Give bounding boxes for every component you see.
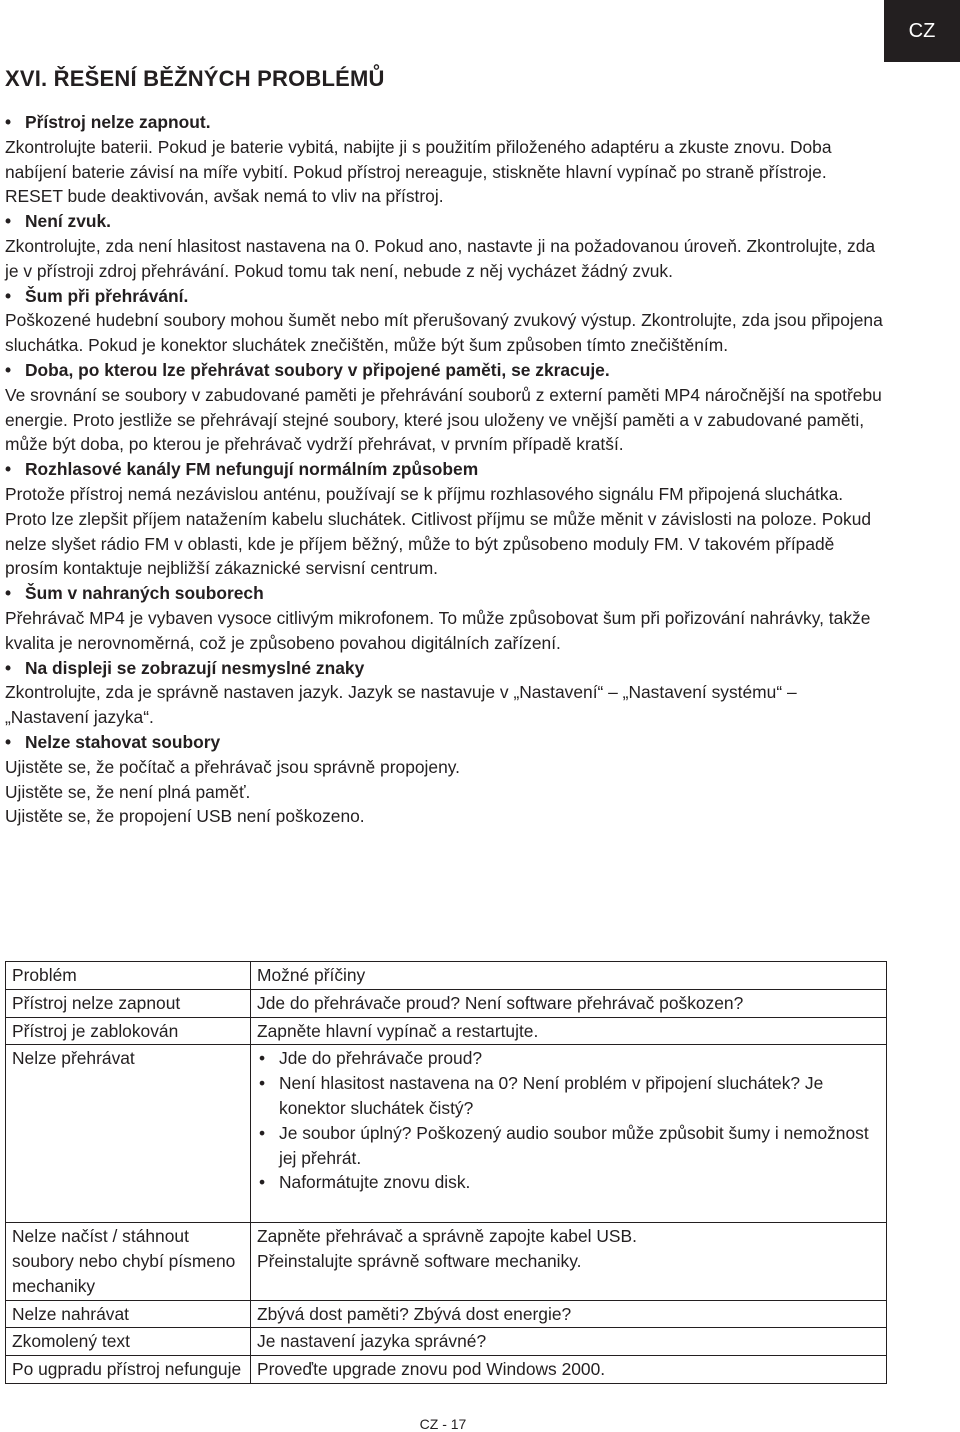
section-heading: • Přístroj nelze zapnout. bbox=[5, 110, 885, 135]
section-body: Zkontrolujte, zda není hlasitost nastavena na 0. Pokud ano, nastavte ji na požadovanou úroveň. Zkontrolujte, zda je v přístroji zdroj přehrávání. Pokud tomu tak není, nebude z něj vycházet žádný zvuk. bbox=[5, 235, 876, 281]
troubleshooting-text bbox=[5, 110, 885, 829]
bullet-icon: • bbox=[5, 459, 12, 480]
header-cell-causes: Možné příčiny bbox=[251, 962, 887, 990]
causes-cell: Je nastavení jazyka správné? bbox=[251, 1328, 887, 1356]
page-title: XVI. ŘEŠENÍ BĚŽNÝCH PROBLÉMŮ bbox=[5, 66, 385, 91]
bullet-icon: • bbox=[5, 359, 12, 380]
list-item: • Jde do přehrávače proud? bbox=[257, 1046, 880, 1071]
bullet-icon: • bbox=[5, 211, 12, 232]
table-row bbox=[6, 1045, 887, 1223]
problem-cell: Nelze načíst / stáhnout soubory nebo chybí písmeno mechaniky bbox=[6, 1223, 251, 1300]
section-heading: • Šum v nahraných souborech bbox=[5, 581, 885, 606]
problem-cell: Nelze nahrávat bbox=[6, 1300, 251, 1328]
bullet-icon: • bbox=[5, 583, 12, 604]
list-item: • Je soubor úplný? Poškozený audio soubor může způsobit šumy i nemožnost jej přehrát. bbox=[257, 1121, 880, 1171]
section-body: Přehrávač MP4 je vybaven vysoce citlivým mikrofonem. To může způsobovat šum při pořizování nahrávky, takže kvalita je nerovnoměrná, což je způsobeno povahou digitálních zařízení. bbox=[5, 607, 871, 653]
bullet-icon: • bbox=[5, 731, 12, 752]
section-body: Zkontrolujte baterii. Pokud je baterie vybitá, nabijte ji s použitím přiloženého adaptéru a zkuste znovu. Doba nabíjení baterie závisí na míře vybití. Pokud přístroj nereaguje, stiskněte hlavní vypínač po straně přístroje. RESET bude deaktivován, avšak nemá to vliv na přístroj. bbox=[5, 136, 832, 207]
problem-cell: Nelze přehrávat bbox=[6, 1045, 251, 1223]
table-row bbox=[6, 1223, 887, 1300]
page-number: CZ - 17 bbox=[419, 1416, 467, 1432]
section-line: Ujistěte se, že počítač a přehrávač jsou správně propojeny. bbox=[5, 756, 460, 777]
section-heading: • Rozhlasové kanály FM nefungují normálním způsobem bbox=[5, 457, 885, 482]
table-header-row bbox=[6, 962, 887, 990]
header-cell-problem: Problém bbox=[6, 962, 251, 990]
causes-line: Přeinstalujte správně software mechaniky. bbox=[257, 1250, 582, 1271]
bullet-icon: • bbox=[5, 285, 12, 306]
causes-cell: Proveďte upgrade znovu pod Windows 2000. bbox=[251, 1356, 887, 1384]
causes-cell bbox=[251, 1045, 887, 1223]
troubleshooting-table-wrap bbox=[5, 961, 887, 1384]
section-line: Ujistěte se, že není plná paměť. bbox=[5, 781, 251, 802]
section-heading: • Nelze stahovat soubory bbox=[5, 730, 885, 755]
causes-cell: Zapněte hlavní vypínač a restartujte. bbox=[251, 1017, 887, 1045]
section-heading: • Šum při přehrávání. bbox=[5, 284, 885, 309]
section-body: Poškozené hudební soubory mohou šumět nebo mít přerušovaný zvukový výstup. Zkontrolujte, zda jsou připojena sluchátka. Pokud je konektor sluchátek znečištěn, může být šum způsoben tímto znečištěním. bbox=[5, 310, 883, 356]
troubleshooting-table bbox=[5, 961, 887, 1384]
problem-cell: Přístroj je zablokován bbox=[6, 1017, 251, 1045]
section-heading: • Doba, po kterou lze přehrávat soubory v připojené paměti, se zkracuje. bbox=[5, 358, 885, 383]
causes-cell bbox=[251, 1223, 887, 1300]
section-heading: • Není zvuk. bbox=[5, 209, 885, 234]
table-row bbox=[6, 1356, 887, 1384]
causes-list bbox=[257, 1046, 880, 1195]
table-row bbox=[6, 1300, 887, 1328]
bullet-icon: • bbox=[5, 112, 12, 132]
section-body: Protože přístroj nemá nezávislou anténu, používají se k příjmu rozhlasového signálu FM připojená sluchátka. Proto lze zlepšit příjem natažením kabelu sluchátek. Citlivost příjmu se může měnit v závislosti na poloze. Pokud nelze slyšet rádio FM v oblasti, kde je příjem běžný, může to být způsobeno moduly FM. V takovém případě prosím kontaktuje nejbližší zákaznické servisní centrum. bbox=[5, 483, 872, 579]
table-row bbox=[6, 1017, 887, 1045]
causes-line: Zapněte přehrávač a správně zapojte kabel USB. bbox=[257, 1226, 637, 1247]
list-item: • Není hlasitost nastavena na 0? Není problém v připojení sluchátek? Je konektor sluchátek čistý? bbox=[257, 1071, 880, 1121]
language-tab: CZ bbox=[884, 0, 960, 62]
bullet-icon: • bbox=[5, 657, 12, 678]
problem-cell: Zkomolený text bbox=[6, 1328, 251, 1356]
table-row bbox=[6, 1328, 887, 1356]
table-row bbox=[6, 989, 887, 1017]
section-body: Ve srovnání se soubory v zabudované paměti je přehrávání souborů z externí paměti MP4 náročnější na spotřebu energie. Proto jestliže se přehrávají stejné soubory, které jsou uloženy ve vnější paměti a v zabudované paměti, může být doba, po kterou je přehrávač vydrží přehrávat, v prvním případě kratší. bbox=[5, 384, 882, 455]
problem-cell: Přístroj nelze zapnout bbox=[6, 989, 251, 1017]
section-heading: • Na displeji se zobrazují nesmyslné znaky bbox=[5, 656, 885, 681]
causes-cell: Zbývá dost paměti? Zbývá dost energie? bbox=[251, 1300, 887, 1328]
list-item: • Naformátujte znovu disk. bbox=[257, 1170, 880, 1195]
section-body: Zkontrolujte, zda je správně nastaven jazyk. Jazyk se nastavuje v „Nastavení“ – „Nastavení systému“ – „Nastavení jazyka“. bbox=[5, 682, 797, 728]
section-line: Ujistěte se, že propojení USB není poškozeno. bbox=[5, 806, 365, 827]
problem-cell: Po ugpradu přístroj nefunguje bbox=[6, 1356, 251, 1384]
causes-cell: Jde do přehrávače proud? Není software přehrávač poškozen? bbox=[251, 989, 887, 1017]
